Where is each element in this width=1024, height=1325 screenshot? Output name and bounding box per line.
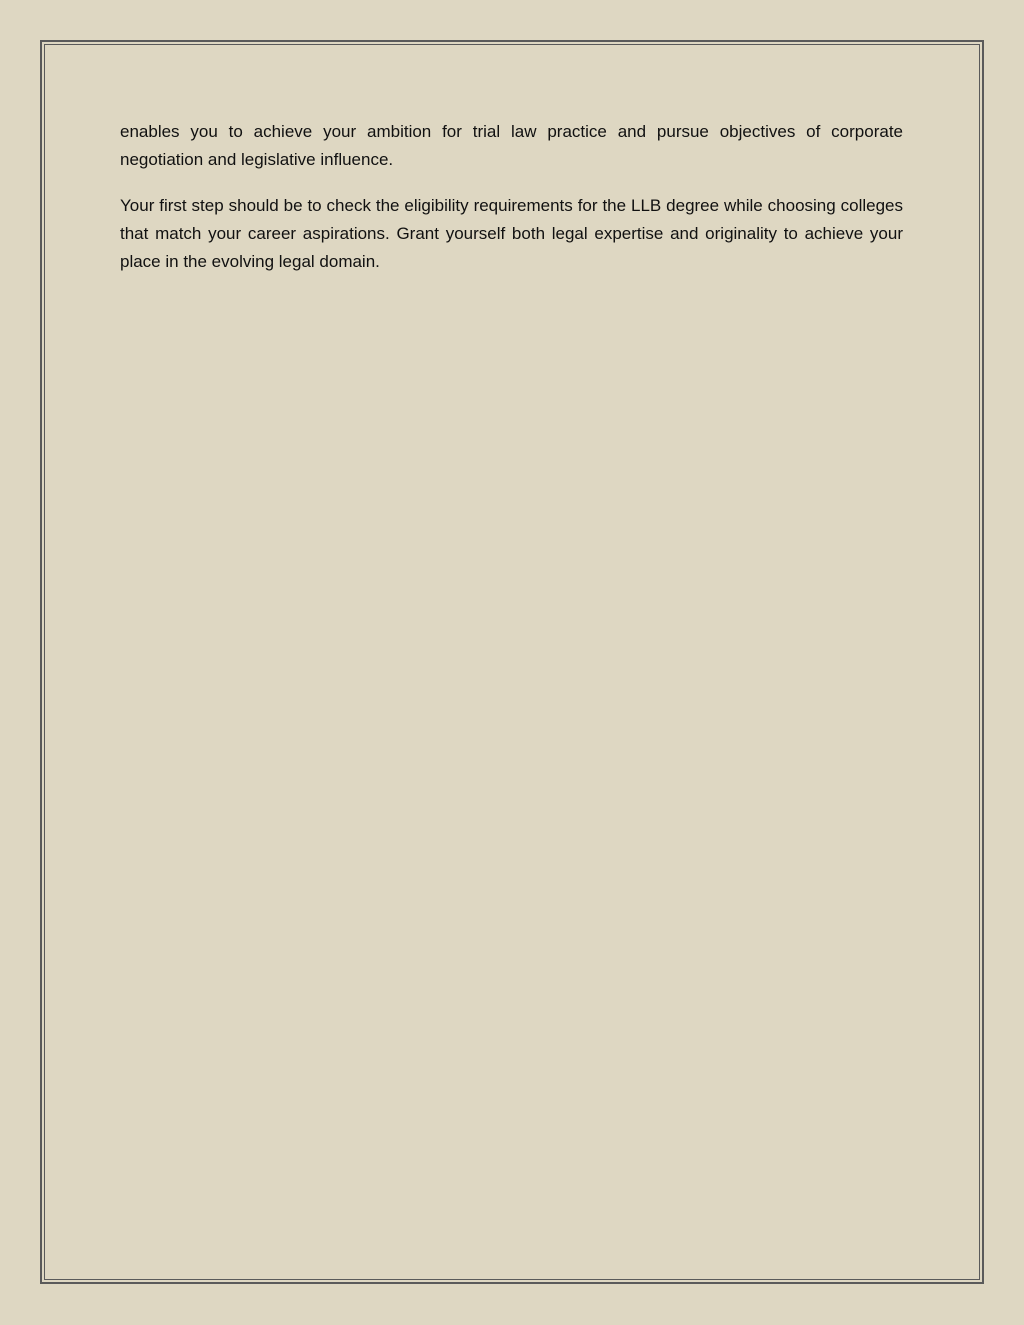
paragraph-2: Your first step should be to check the eligibility requirements for the LLB degree while choosing colleges that match your career aspirations. Grant yourself both legal expertise and originality to achieve your place in the evolving legal domain.: [120, 196, 903, 271]
document-body: [120, 118, 903, 294]
paragraph-1: enables you to achieve your ambition for trial law practice and pursue objectives of corporate negotiation and legislative influence.: [120, 122, 903, 169]
